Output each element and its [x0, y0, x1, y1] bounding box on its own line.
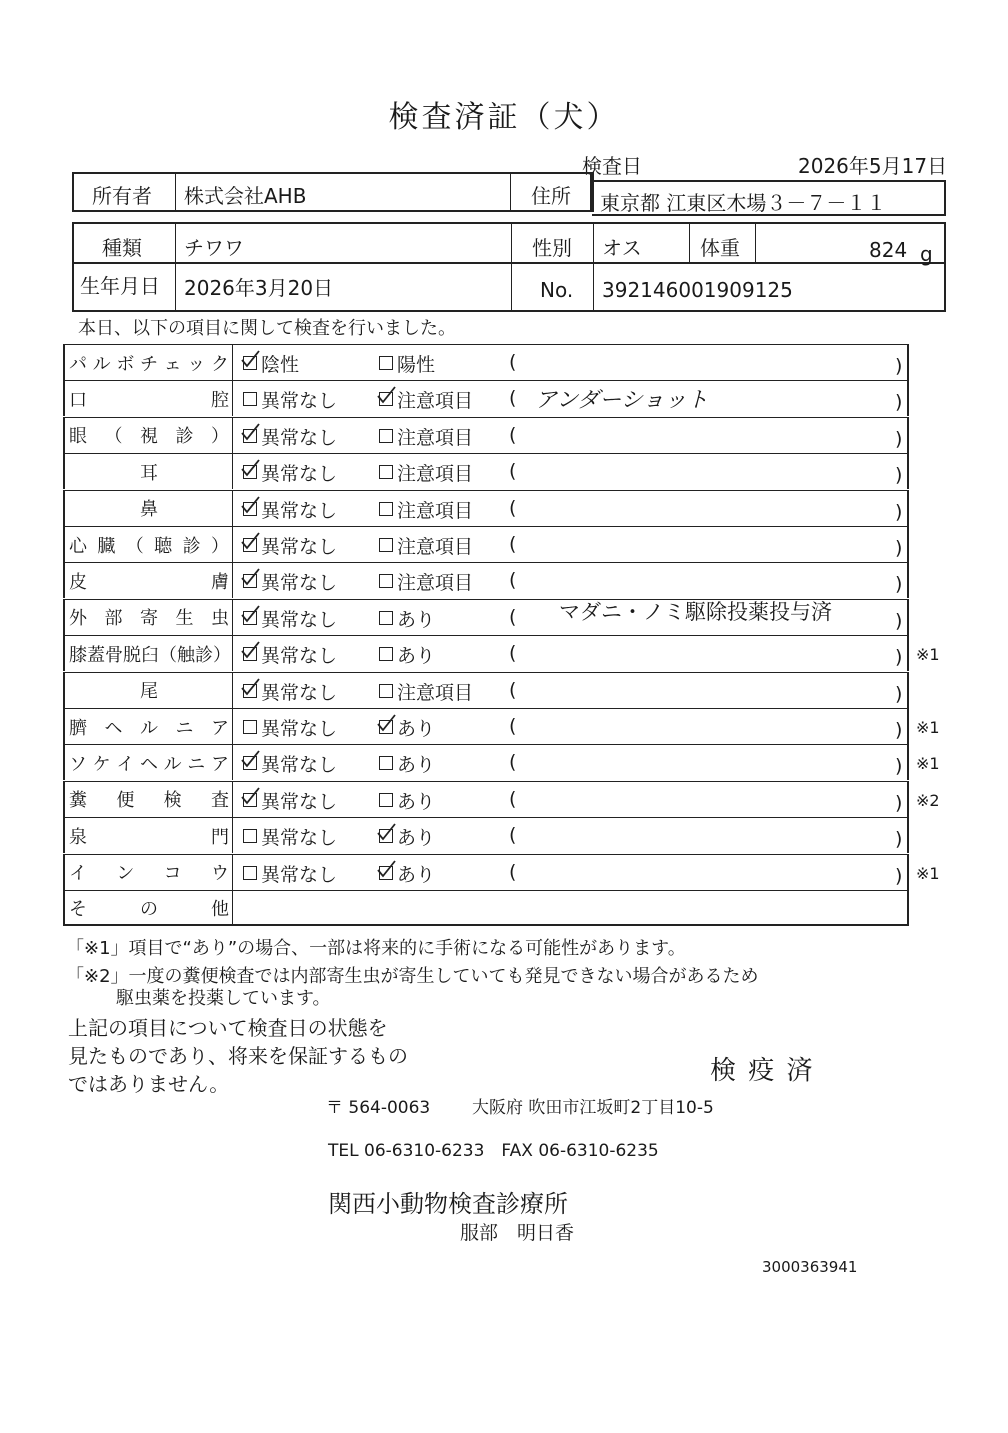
item-label-char: イ [116, 753, 135, 775]
option-2-label: あり [397, 608, 436, 631]
table-row [63, 635, 909, 671]
note-paren-open: ( [509, 678, 517, 701]
item-label-char: （ [104, 426, 123, 448]
note-paren-close: ) [895, 500, 903, 523]
check-mark-icon [241, 423, 263, 445]
option-2-label: 注意項目 [397, 463, 474, 486]
item-label-char: 鼻 [140, 499, 158, 521]
checkbox-option-1[interactable] [243, 538, 257, 552]
option-2-label: あり [397, 790, 436, 813]
note-paren-open: ( [509, 860, 517, 883]
table-row [63, 380, 909, 416]
item-label-char: 聴 [154, 535, 173, 557]
item-label-char: 皮 [69, 571, 87, 593]
item-label-char: 膝蓋骨脱臼（触診） [69, 644, 231, 666]
weight-label: 体重 [700, 236, 740, 260]
footnote-2b: 駆虫薬を投薬しています。 [116, 988, 331, 1009]
option-1-label: 異常なし [261, 536, 338, 558]
note-paren-close: ) [895, 719, 903, 741]
checkbox-option-2[interactable] [379, 756, 393, 770]
check-mark-icon [241, 750, 263, 772]
note-paren-open: ( [509, 460, 517, 483]
check-mark-icon [241, 605, 263, 627]
note-paren-open: ( [509, 387, 517, 410]
clinic-phone: TEL 06-6310-6233 FAX 06-6310-6235 [328, 1141, 659, 1161]
item-label-char: ソ [69, 753, 87, 775]
checkbox-option-1[interactable] [243, 866, 257, 880]
checkbox-option-1[interactable] [243, 429, 257, 443]
item-label-char: ニ [175, 717, 194, 739]
checkbox-option-2[interactable] [379, 356, 393, 370]
item-label-char: ル [163, 753, 182, 775]
item-note: マダニ・ノミ駆除投薬投与済 [559, 599, 832, 624]
item-label-char: 視 [140, 426, 158, 448]
checkbox-option-2[interactable] [379, 465, 393, 479]
item-label-char: そ [69, 898, 87, 920]
item-label-char: ル [140, 717, 158, 739]
item-label [65, 563, 233, 598]
check-mark-icon [241, 350, 263, 372]
checkbox-option-2[interactable] [379, 429, 393, 443]
address-label: 住所 [531, 184, 571, 208]
page-title: 検査済証（犬） [388, 100, 620, 135]
item-label-char: ヘ [104, 717, 123, 739]
item-label-char: 部 [104, 608, 123, 630]
footnote-mark: ※1 [916, 754, 940, 774]
checkbox-option-2[interactable] [379, 502, 393, 516]
option-2-label: 注意項目 [397, 426, 474, 449]
item-note: アンダーショット [535, 388, 709, 414]
footnote-mark: ※1 [916, 718, 940, 737]
owner-value: 株式会社AHB [184, 184, 307, 208]
option-1-label: 陰性 [261, 354, 300, 376]
item-label-char: パ [69, 353, 87, 375]
option-1-label: 異常なし [261, 499, 338, 522]
item-label-char: コ [163, 863, 182, 885]
birth-value: 2026年3月20日 [184, 276, 334, 300]
footnote-2a: 「※2」一度の糞便検査では内部寄生虫が寄生していても発見できない場合があるため [66, 966, 759, 987]
disclaimer-line-3: ではありません。 [68, 1072, 230, 1096]
item-label [65, 818, 233, 853]
disclaimer-line-2: 見たものであり、将来を保証するもの [68, 1044, 408, 1068]
note-paren-open: ( [509, 824, 517, 847]
option-1-label: 異常なし [261, 718, 338, 740]
option-2-label: 注意項目 [397, 681, 474, 704]
checkbox-option-2[interactable] [379, 829, 393, 843]
option-2-label: 注意項目 [397, 390, 474, 413]
vet-name: 服部 明日香 [460, 1222, 575, 1244]
item-label-char: 他 [211, 898, 229, 920]
table-row [63, 854, 909, 890]
birth-label: 生年月日 [80, 274, 160, 298]
item-label [65, 673, 233, 708]
note-paren-open: ( [509, 787, 517, 810]
footnote-mark: ※1 [916, 863, 940, 883]
item-label-char: 臍 [69, 717, 87, 739]
serial-number: 3000363941 [762, 1258, 858, 1276]
checkbox-option-1[interactable] [243, 829, 257, 843]
item-label-char: ウ [210, 863, 229, 885]
table-row [63, 744, 909, 780]
number-value: 392146001909125 [602, 278, 793, 302]
note-paren-close: ) [895, 573, 903, 596]
item-label-char: 腔 [211, 389, 229, 411]
item-label-char: ェ [163, 353, 182, 375]
item-label [65, 636, 233, 671]
exam-date: 2026年5月17日 [798, 154, 948, 178]
breed-row [72, 222, 946, 264]
note-paren-close: ) [895, 609, 903, 632]
item-label-char: 心 [69, 535, 87, 557]
intro-text: 本日、以下の項目に関して検査を行いました。 [78, 318, 456, 339]
note-paren-close: ) [895, 427, 903, 450]
item-label-char: 査 [210, 790, 229, 812]
item-label-char: の [140, 898, 158, 920]
table-row [63, 417, 909, 453]
item-label-char: ） [210, 535, 229, 557]
item-label-char: 診 [175, 426, 194, 448]
disclaimer-line-1: 上記の項目について検査日の状態を [68, 1016, 388, 1040]
check-mark-icon [241, 532, 263, 554]
note-paren-close: ) [895, 646, 903, 669]
item-label [65, 782, 233, 817]
footnote-mark: ※1 [916, 645, 940, 665]
checkbox-option-2[interactable] [379, 866, 393, 880]
item-label [65, 709, 233, 744]
table-row [63, 490, 909, 526]
checkbox-option-2[interactable] [379, 684, 393, 698]
exam-date-label: 検査日 [582, 154, 642, 178]
option-2-label: あり [397, 718, 436, 740]
option-2-label: あり [397, 863, 436, 886]
check-mark-icon [377, 714, 399, 736]
check-mark-icon [377, 386, 399, 408]
checkbox-option-1[interactable] [243, 356, 257, 370]
table-row [63, 781, 909, 817]
birth-row [72, 262, 946, 312]
item-label-char: ニ [187, 753, 206, 775]
checkbox-option-2[interactable] [379, 793, 393, 807]
note-paren-close: ) [895, 537, 903, 559]
note-paren-close: ) [895, 791, 903, 814]
owner-label: 所有者 [92, 184, 152, 208]
item-label [65, 454, 233, 489]
check-mark-icon [377, 860, 399, 882]
item-label-char: （ [125, 535, 144, 557]
address-label-box [510, 172, 594, 212]
option-1-label: 異常なし [261, 608, 338, 631]
item-label-char: 生 [175, 608, 194, 630]
item-label [65, 381, 233, 416]
item-label-char: 尾 [140, 681, 158, 703]
check-mark-icon [241, 787, 263, 809]
item-label-char: ） [211, 426, 229, 448]
item-label-char: 泉 [69, 826, 87, 848]
checkbox-option-1[interactable] [243, 793, 257, 807]
option-2-label: あり [397, 754, 436, 777]
option-1-label: 異常なし [261, 754, 338, 777]
item-label-char: 寄 [140, 608, 158, 630]
item-label-char: ン [116, 863, 135, 885]
item-label-char: 口 [69, 389, 87, 411]
checkbox-option-1[interactable] [243, 465, 257, 479]
item-label-char: ル [92, 353, 111, 375]
sex-value: オス [602, 236, 642, 260]
note-paren-close: ) [895, 864, 903, 887]
note-paren-open: ( [509, 642, 517, 665]
note-paren-open: ( [509, 605, 517, 628]
item-label-char: 外 [69, 608, 87, 630]
item-label [65, 891, 233, 924]
breed-label: 種類 [102, 236, 142, 260]
item-label-char: 耳 [140, 462, 158, 484]
check-mark-icon [241, 678, 263, 700]
breed-value: チワワ [184, 236, 244, 260]
quarantine-stamp: 検 疫 済 [710, 1056, 815, 1086]
item-label-char: ボ [116, 353, 135, 375]
checkbox-option-1[interactable] [243, 502, 257, 516]
option-2-label: あり [397, 645, 436, 668]
check-mark-icon [241, 641, 263, 663]
item-label-char: 眼 [69, 426, 87, 448]
table-row [63, 708, 909, 744]
item-label-char: 糞 [69, 790, 87, 812]
item-label-char: ア [210, 753, 229, 775]
table-row [63, 526, 909, 562]
option-1-label: 異常なし [261, 645, 338, 668]
note-paren-open: ( [509, 423, 517, 446]
table-row-other [63, 890, 909, 926]
clinic-name: 関西小動物検査診療所 [328, 1190, 568, 1218]
note-paren-open: ( [509, 496, 517, 519]
checkbox-option-2[interactable] [379, 647, 393, 661]
checkbox-option-1[interactable] [243, 647, 257, 661]
option-2-label: 注意項目 [397, 572, 474, 595]
item-label-char: ヘ [139, 753, 158, 775]
item-label [65, 418, 233, 453]
item-label [65, 855, 233, 890]
table-row [63, 562, 909, 598]
checkbox-option-2[interactable] [379, 720, 393, 734]
item-label-char: 膚 [211, 571, 229, 593]
address-value: 東京都 江東区木場３－７－１１ [600, 191, 887, 215]
check-mark-icon [241, 568, 263, 590]
disclaimer [68, 1014, 408, 1098]
option-1-label: 異常なし [261, 390, 338, 413]
item-label [65, 345, 233, 380]
note-paren-open: ( [509, 533, 517, 555]
table-row [63, 344, 909, 380]
footnote-1: 「※1」項目で“あり”の場合、一部は将来的に手術になる可能性があります。 [66, 938, 686, 959]
option-1-label: 異常なし [261, 426, 338, 449]
checkbox-option-1[interactable] [243, 684, 257, 698]
option-1-label: 異常なし [261, 681, 338, 704]
note-paren-close: ) [895, 391, 903, 414]
table-row [63, 453, 909, 489]
item-label-char: 診 [182, 535, 201, 557]
option-2-label: 注意項目 [397, 536, 474, 558]
weight-unit: g [920, 242, 933, 266]
note-paren-close: ) [895, 755, 903, 778]
footnote-mark: ※2 [916, 790, 940, 810]
table-row [63, 817, 909, 853]
check-mark-icon [241, 496, 263, 518]
option-1-label: 異常なし [261, 863, 338, 886]
item-label-char: ク [210, 353, 229, 375]
item-label-char: 検 [163, 790, 182, 812]
option-1-label: 異常なし [261, 463, 338, 486]
checkbox-option-2[interactable] [379, 538, 393, 552]
item-label-char: イ [69, 863, 87, 885]
note-paren-open: ( [509, 569, 517, 592]
checkbox-option-2[interactable] [379, 392, 393, 406]
item-label-char: 便 [116, 790, 135, 812]
item-label-char: チ [139, 353, 158, 375]
item-label-char: ケ [92, 753, 111, 775]
item-label [65, 600, 233, 635]
item-label-char: 門 [211, 826, 229, 848]
note-paren-open: ( [509, 751, 517, 774]
checkbox-option-2[interactable] [379, 611, 393, 625]
option-2-label: 陽性 [397, 354, 436, 376]
option-2-label: あり [397, 827, 436, 850]
note-paren-open: ( [509, 351, 517, 373]
sex-label: 性別 [532, 236, 572, 260]
address-value-box [592, 180, 946, 216]
item-label [65, 745, 233, 780]
postal-code: 〒 564-0063 [326, 1098, 431, 1118]
number-label: No. [540, 278, 574, 302]
check-mark-icon [377, 823, 399, 845]
item-label [65, 527, 233, 562]
note-paren-close: ) [895, 355, 903, 377]
checkbox-option-1[interactable] [243, 574, 257, 588]
item-label-char: 虫 [211, 608, 229, 630]
note-paren-close: ) [895, 682, 903, 705]
item-label-char: 臓 [97, 535, 116, 557]
option-1-label: 異常なし [261, 790, 338, 813]
option-1-label: 異常なし [261, 572, 338, 595]
note-paren-close: ) [895, 464, 903, 487]
item-label [65, 491, 233, 526]
weight-value: 824 [869, 238, 908, 262]
checkbox-option-1[interactable] [243, 392, 257, 406]
checkbox-option-1[interactable] [243, 756, 257, 770]
note-paren-close: ) [895, 828, 903, 851]
item-label-char: ッ [187, 353, 206, 375]
option-2-label: 注意項目 [397, 499, 474, 522]
table-row [63, 672, 909, 708]
item-label-char: ア [211, 717, 229, 739]
check-mark-icon [241, 459, 263, 481]
checkbox-option-1[interactable] [243, 611, 257, 625]
table-row [63, 599, 909, 635]
note-paren-open: ( [509, 715, 517, 737]
checkbox-option-1[interactable] [243, 720, 257, 734]
checkbox-option-2[interactable] [379, 574, 393, 588]
clinic-address: 大阪府 吹田市江坂町2丁目10-5 [472, 1098, 714, 1118]
option-1-label: 異常なし [261, 827, 338, 850]
